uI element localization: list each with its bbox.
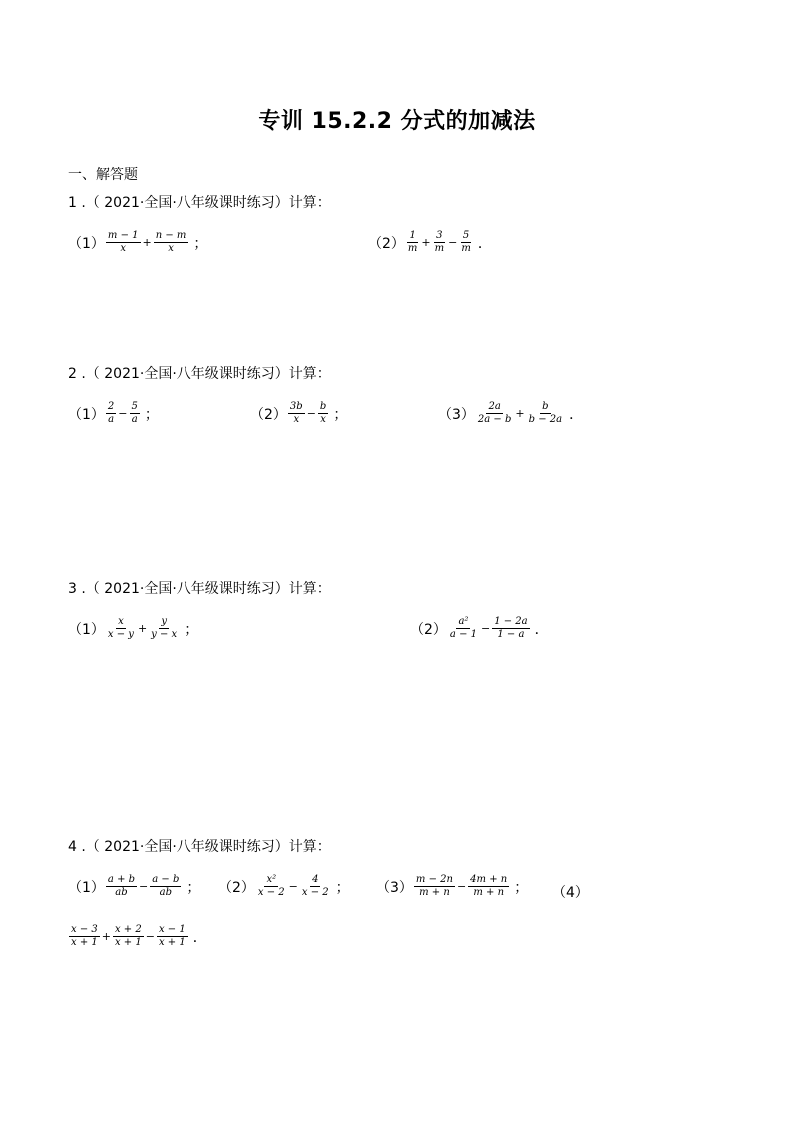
question-4-part-4 bbox=[68, 924, 207, 949]
denominator: x − 2 bbox=[301, 887, 329, 898]
denominator: 1 − a bbox=[497, 629, 525, 640]
numerator: x − 3 bbox=[71, 924, 98, 935]
numerator: 4m + n bbox=[470, 874, 508, 885]
numerator: 4 bbox=[312, 874, 319, 885]
fraction bbox=[492, 616, 529, 641]
punctuation: ； bbox=[184, 621, 199, 638]
operator: − bbox=[456, 880, 467, 893]
punctuation: ． bbox=[569, 406, 584, 423]
fraction bbox=[448, 616, 479, 641]
question-1-heading: 1 .（ 2021·全国·八年级课时练习）计算： bbox=[68, 195, 331, 211]
numerator: 1 bbox=[409, 230, 416, 241]
fraction bbox=[154, 230, 189, 255]
numerator: 5 bbox=[462, 230, 470, 241]
operator: − bbox=[448, 236, 458, 249]
operator: − bbox=[145, 930, 155, 943]
denominator: a bbox=[108, 414, 115, 425]
denominator: x + 1 bbox=[158, 937, 186, 948]
fraction bbox=[318, 401, 328, 426]
question-3-part-1 bbox=[68, 616, 198, 641]
section-heading: 一、解答题 bbox=[68, 167, 138, 183]
numerator: 2 bbox=[107, 401, 115, 412]
numerator: 5 bbox=[131, 401, 138, 412]
numerator: 1 − 2a bbox=[494, 616, 528, 627]
denominator: m + n bbox=[419, 887, 450, 898]
denominator: x bbox=[120, 243, 127, 254]
fraction bbox=[406, 230, 419, 255]
fraction bbox=[106, 874, 137, 899]
denominator: m bbox=[434, 243, 445, 254]
numerator: a + b bbox=[107, 874, 136, 885]
part-label: （1） bbox=[68, 879, 105, 896]
fraction bbox=[414, 874, 455, 899]
denominator: m bbox=[407, 243, 418, 254]
question-2-heading: 2 .（ 2021·全国·八年级课时练习）计算： bbox=[68, 366, 331, 382]
question-4-part-1 bbox=[68, 874, 200, 899]
numerator: 3b bbox=[289, 401, 303, 412]
denominator: x bbox=[293, 414, 300, 425]
numerator: a − b bbox=[152, 874, 180, 885]
question-4-part-2 bbox=[218, 874, 350, 899]
denominator: ab bbox=[159, 887, 172, 898]
denominator: x − 2 bbox=[257, 887, 285, 898]
numerator: 2a bbox=[488, 401, 501, 412]
fraction bbox=[150, 874, 181, 899]
denominator: x − y bbox=[107, 629, 134, 640]
denominator: ab bbox=[115, 887, 128, 898]
question-2-part-3 bbox=[438, 401, 583, 426]
fraction bbox=[288, 401, 305, 426]
fraction bbox=[106, 616, 136, 641]
denominator: 2a − b bbox=[477, 414, 512, 425]
part-label: （1） bbox=[68, 235, 105, 252]
numerator: b bbox=[319, 401, 327, 412]
numerator: m − 1 bbox=[107, 230, 139, 241]
denominator: y − x bbox=[151, 629, 178, 640]
numerator: m − 2n bbox=[415, 874, 453, 885]
operator: + bbox=[137, 622, 148, 635]
part-label: （2） bbox=[410, 621, 447, 638]
numerator: a² bbox=[458, 616, 469, 627]
fraction bbox=[527, 401, 564, 426]
numerator: x bbox=[118, 616, 124, 627]
question-1-part-2 bbox=[368, 230, 492, 255]
numerator: y bbox=[161, 616, 168, 627]
punctuation: ； bbox=[514, 879, 529, 896]
question-3-heading: 3 .（ 2021·全国·八年级课时练习）计算： bbox=[68, 581, 331, 597]
denominator: b − 2a bbox=[528, 414, 563, 425]
punctuation: ； bbox=[335, 879, 350, 896]
question-3-part-2 bbox=[410, 616, 549, 641]
fraction bbox=[106, 401, 116, 426]
fraction bbox=[149, 616, 179, 641]
numerator: x − 1 bbox=[158, 924, 186, 935]
numerator: x + 2 bbox=[114, 924, 142, 935]
question-4-heading: 4 .（ 2021·全国·八年级课时练习）计算： bbox=[68, 839, 331, 855]
operator: − bbox=[118, 407, 128, 420]
operator: + bbox=[421, 236, 431, 249]
numerator: b bbox=[542, 401, 549, 412]
fraction bbox=[106, 230, 141, 255]
numerator: n − m bbox=[155, 230, 187, 241]
fraction bbox=[459, 230, 472, 255]
question-4-part-3 bbox=[376, 874, 528, 899]
question-2-part-1 bbox=[68, 401, 159, 426]
denominator: m bbox=[461, 243, 471, 254]
operator: − bbox=[306, 407, 316, 420]
punctuation: ． bbox=[477, 235, 492, 252]
punctuation: ； bbox=[186, 879, 201, 896]
denominator: x bbox=[168, 243, 174, 254]
fraction bbox=[300, 874, 331, 899]
punctuation: ． bbox=[534, 621, 549, 638]
fraction bbox=[113, 924, 144, 949]
operator: − bbox=[480, 622, 491, 635]
page-title: 专训 15.2.2 分式的加减法 bbox=[258, 109, 536, 134]
part-label: （1） bbox=[68, 406, 105, 423]
question-4-part-4-label: （4） bbox=[552, 885, 589, 901]
fraction bbox=[69, 924, 100, 949]
fraction bbox=[256, 874, 287, 899]
operator: − bbox=[288, 880, 298, 893]
fraction bbox=[157, 924, 188, 949]
numerator: 3 bbox=[436, 230, 443, 241]
punctuation: ； bbox=[193, 235, 208, 252]
denominator: x bbox=[320, 414, 326, 425]
question-1-part-1 bbox=[68, 230, 207, 255]
punctuation: ； bbox=[144, 406, 159, 423]
part-label: （1） bbox=[68, 621, 105, 638]
question-2-part-2 bbox=[250, 401, 347, 426]
part-label: （2） bbox=[250, 406, 287, 423]
part-label: （3） bbox=[438, 406, 475, 423]
fraction bbox=[433, 230, 446, 255]
punctuation: ； bbox=[333, 406, 348, 423]
numerator: x² bbox=[266, 874, 277, 885]
fraction bbox=[130, 401, 140, 426]
fraction bbox=[468, 874, 509, 899]
part-label: （2） bbox=[218, 879, 255, 896]
part-label: （2） bbox=[368, 235, 405, 252]
operator: + bbox=[101, 930, 111, 943]
operator: − bbox=[139, 880, 149, 893]
denominator: a bbox=[131, 414, 138, 425]
part-label: （3） bbox=[376, 879, 413, 896]
denominator: a − 1 bbox=[449, 629, 477, 640]
denominator: x + 1 bbox=[71, 937, 98, 948]
denominator: m + n bbox=[473, 887, 505, 898]
punctuation: ． bbox=[192, 929, 207, 946]
denominator: x + 1 bbox=[114, 937, 142, 948]
operator: + bbox=[142, 236, 152, 249]
operator: + bbox=[515, 407, 525, 420]
fraction bbox=[476, 401, 513, 426]
